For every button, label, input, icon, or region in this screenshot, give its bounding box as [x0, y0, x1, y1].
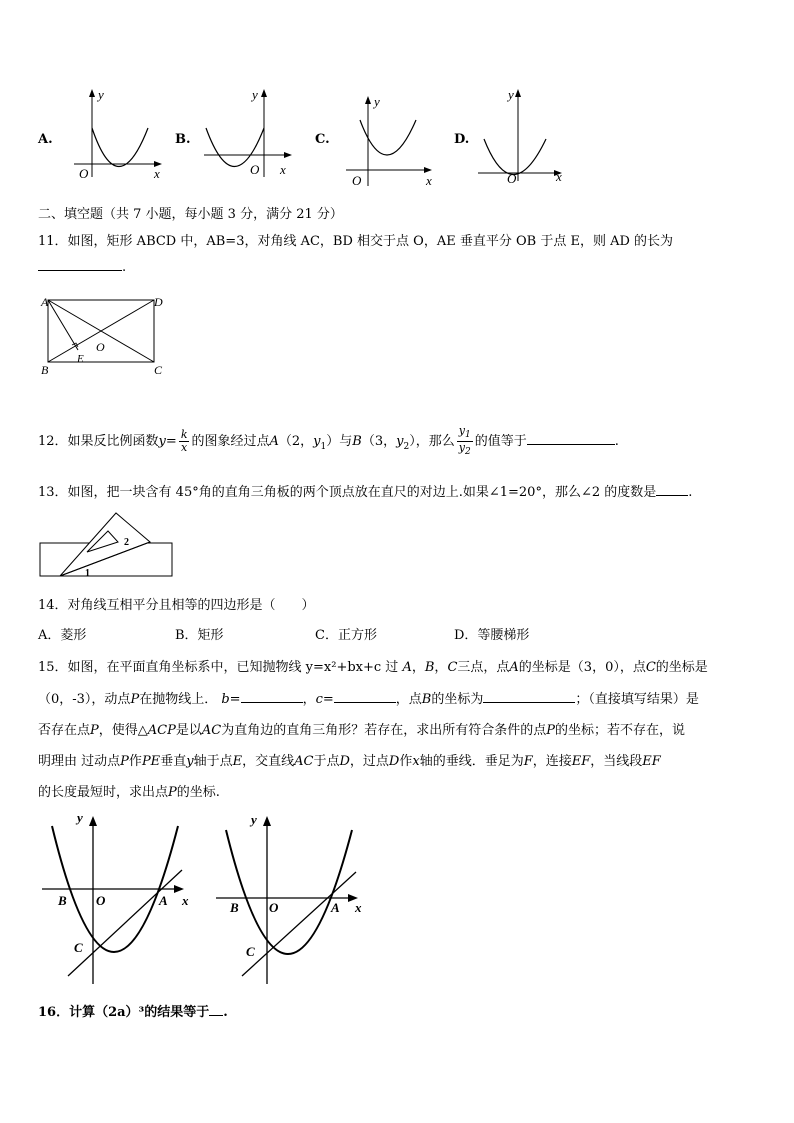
svg-text:x: x	[355, 900, 362, 915]
svg-text:A: A	[331, 900, 340, 915]
y-axis-arrow	[261, 89, 267, 97]
svg-text:x: x	[182, 893, 189, 908]
x-axis-arrow	[284, 152, 292, 158]
svg-text:C: C	[74, 940, 83, 955]
svg-text:O: O	[96, 340, 105, 354]
svg-text:A: A	[41, 295, 49, 309]
option-a-graph[interactable]	[70, 85, 165, 190]
svg-text:x: x	[556, 169, 562, 184]
svg-text:A: A	[159, 893, 168, 908]
q14-option-d[interactable]: D．等腰梯形	[454, 628, 530, 643]
svg-text:y: y	[98, 87, 104, 102]
svg-text:E: E	[77, 353, 84, 365]
y-axis-arrow	[515, 89, 521, 97]
q15-b-blank[interactable]	[241, 690, 303, 703]
svg-text:O: O	[507, 171, 517, 186]
svg-text:y: y	[252, 87, 258, 102]
y-axis-arrow	[89, 89, 95, 97]
section-heading: 二、填空题（共 7 小题，每小题 3 分，满分 21 分）	[38, 207, 343, 222]
q14-text: 14．对角线互相平分且相等的四边形是（ ）	[38, 598, 315, 613]
svg-text:B: B	[58, 893, 67, 908]
q15-line-5: 的长度最短时，求出点P的坐标.	[38, 785, 220, 800]
q12-blank[interactable]	[527, 432, 615, 445]
q11-blank[interactable]	[38, 258, 122, 271]
q14-option-b[interactable]: B．矩形	[175, 628, 224, 643]
option-d-label: D.	[454, 132, 470, 147]
q13-ruler-triangle-figure	[38, 510, 178, 582]
parabola	[206, 128, 264, 167]
q15-b-point-blank[interactable]	[483, 690, 575, 703]
q15-c-blank[interactable]	[334, 690, 396, 703]
q13-blank[interactable]	[656, 483, 688, 496]
svg-text:y: y	[77, 810, 83, 825]
parabola	[92, 128, 148, 167]
option-b-label: B.	[175, 132, 191, 147]
svg-text:O: O	[352, 173, 362, 188]
svg-text:O: O	[269, 900, 279, 915]
svg-text:O: O	[250, 162, 260, 177]
option-b-graph[interactable]	[200, 85, 300, 190]
svg-text:B: B	[41, 363, 49, 377]
svg-text:O: O	[79, 166, 89, 181]
q11-answer-line: .	[38, 258, 126, 275]
svg-text:B: B	[230, 900, 239, 915]
option-c-graph[interactable]	[340, 90, 440, 195]
svg-text:y: y	[508, 87, 514, 102]
q11-rectangle-figure	[38, 292, 173, 377]
q15-line-2: （0，-3），动点P在抛物线上． b= ，c= ，点B的坐标为 ；（直接填写结果）是	[38, 692, 699, 707]
svg-text:D: D	[154, 295, 163, 309]
svg-text:1: 1	[85, 568, 90, 579]
q15-line-3: 否存在点P，使得△ACP是以AC为直角边的直角三角形？若存在，求出所有符合条件的点P的坐标；若不存在，说	[38, 723, 685, 738]
y-axis-arrow	[365, 96, 371, 104]
q16-blank[interactable]	[209, 1003, 223, 1016]
q16-text: 16．计算（2a）³的结果等于 .	[38, 1005, 228, 1020]
parabola	[484, 139, 546, 175]
option-graphs-row	[0, 85, 794, 195]
q14-option-c[interactable]: C．正方形	[315, 628, 377, 643]
svg-text:x: x	[280, 162, 286, 177]
option-d-graph[interactable]	[474, 85, 574, 190]
q14-option-a[interactable]: A．菱形	[38, 628, 87, 643]
q15-graph-right	[212, 808, 372, 988]
q11-text: 11．如图，矩形 ABCD 中，AB=3，对角线 AC，BD 相交于点 O，AE 垂直平分 OB 于点 E，则 AD 的长为	[38, 234, 674, 249]
svg-text:y: y	[374, 94, 380, 109]
svg-text:C: C	[246, 944, 255, 959]
q15-line-1: 15．如图，在平面直角坐标系中，已知抛物线 y=x²+bx+c 过 A，B，C三点，点A的坐标是（3，0），点C的坐标是	[38, 660, 708, 675]
svg-text:x: x	[154, 166, 160, 181]
q13-text: 13．如图，把一块含有 45°角的直角三角板的两个顶点放在直尺的对边上.如果∠1=20°，那么∠2 的度数是 .	[38, 485, 693, 500]
svg-text:2: 2	[124, 537, 129, 548]
svg-text:C: C	[154, 363, 163, 377]
q12-text: 12．如果反比例函数y= $\frac{k}{x}$ 的图象经过点A（2，$y_1$）与B（3，$y_2$），那么 $\frac{y_1}{y_2}$ 的值等于 .	[38, 424, 619, 458]
svg-text:O: O	[96, 893, 106, 908]
option-c-label: C.	[315, 132, 330, 147]
q15-line-4: 明理由 过动点P作PE垂直y轴于点E，交直线AC于点D，过点D作x轴的垂线．垂足为F，连接EF，当线段EF	[38, 754, 661, 769]
svg-text:x: x	[426, 173, 432, 188]
svg-text:y: y	[251, 812, 257, 827]
option-a-label: A.	[38, 132, 53, 147]
q15-graph-left	[38, 808, 198, 988]
